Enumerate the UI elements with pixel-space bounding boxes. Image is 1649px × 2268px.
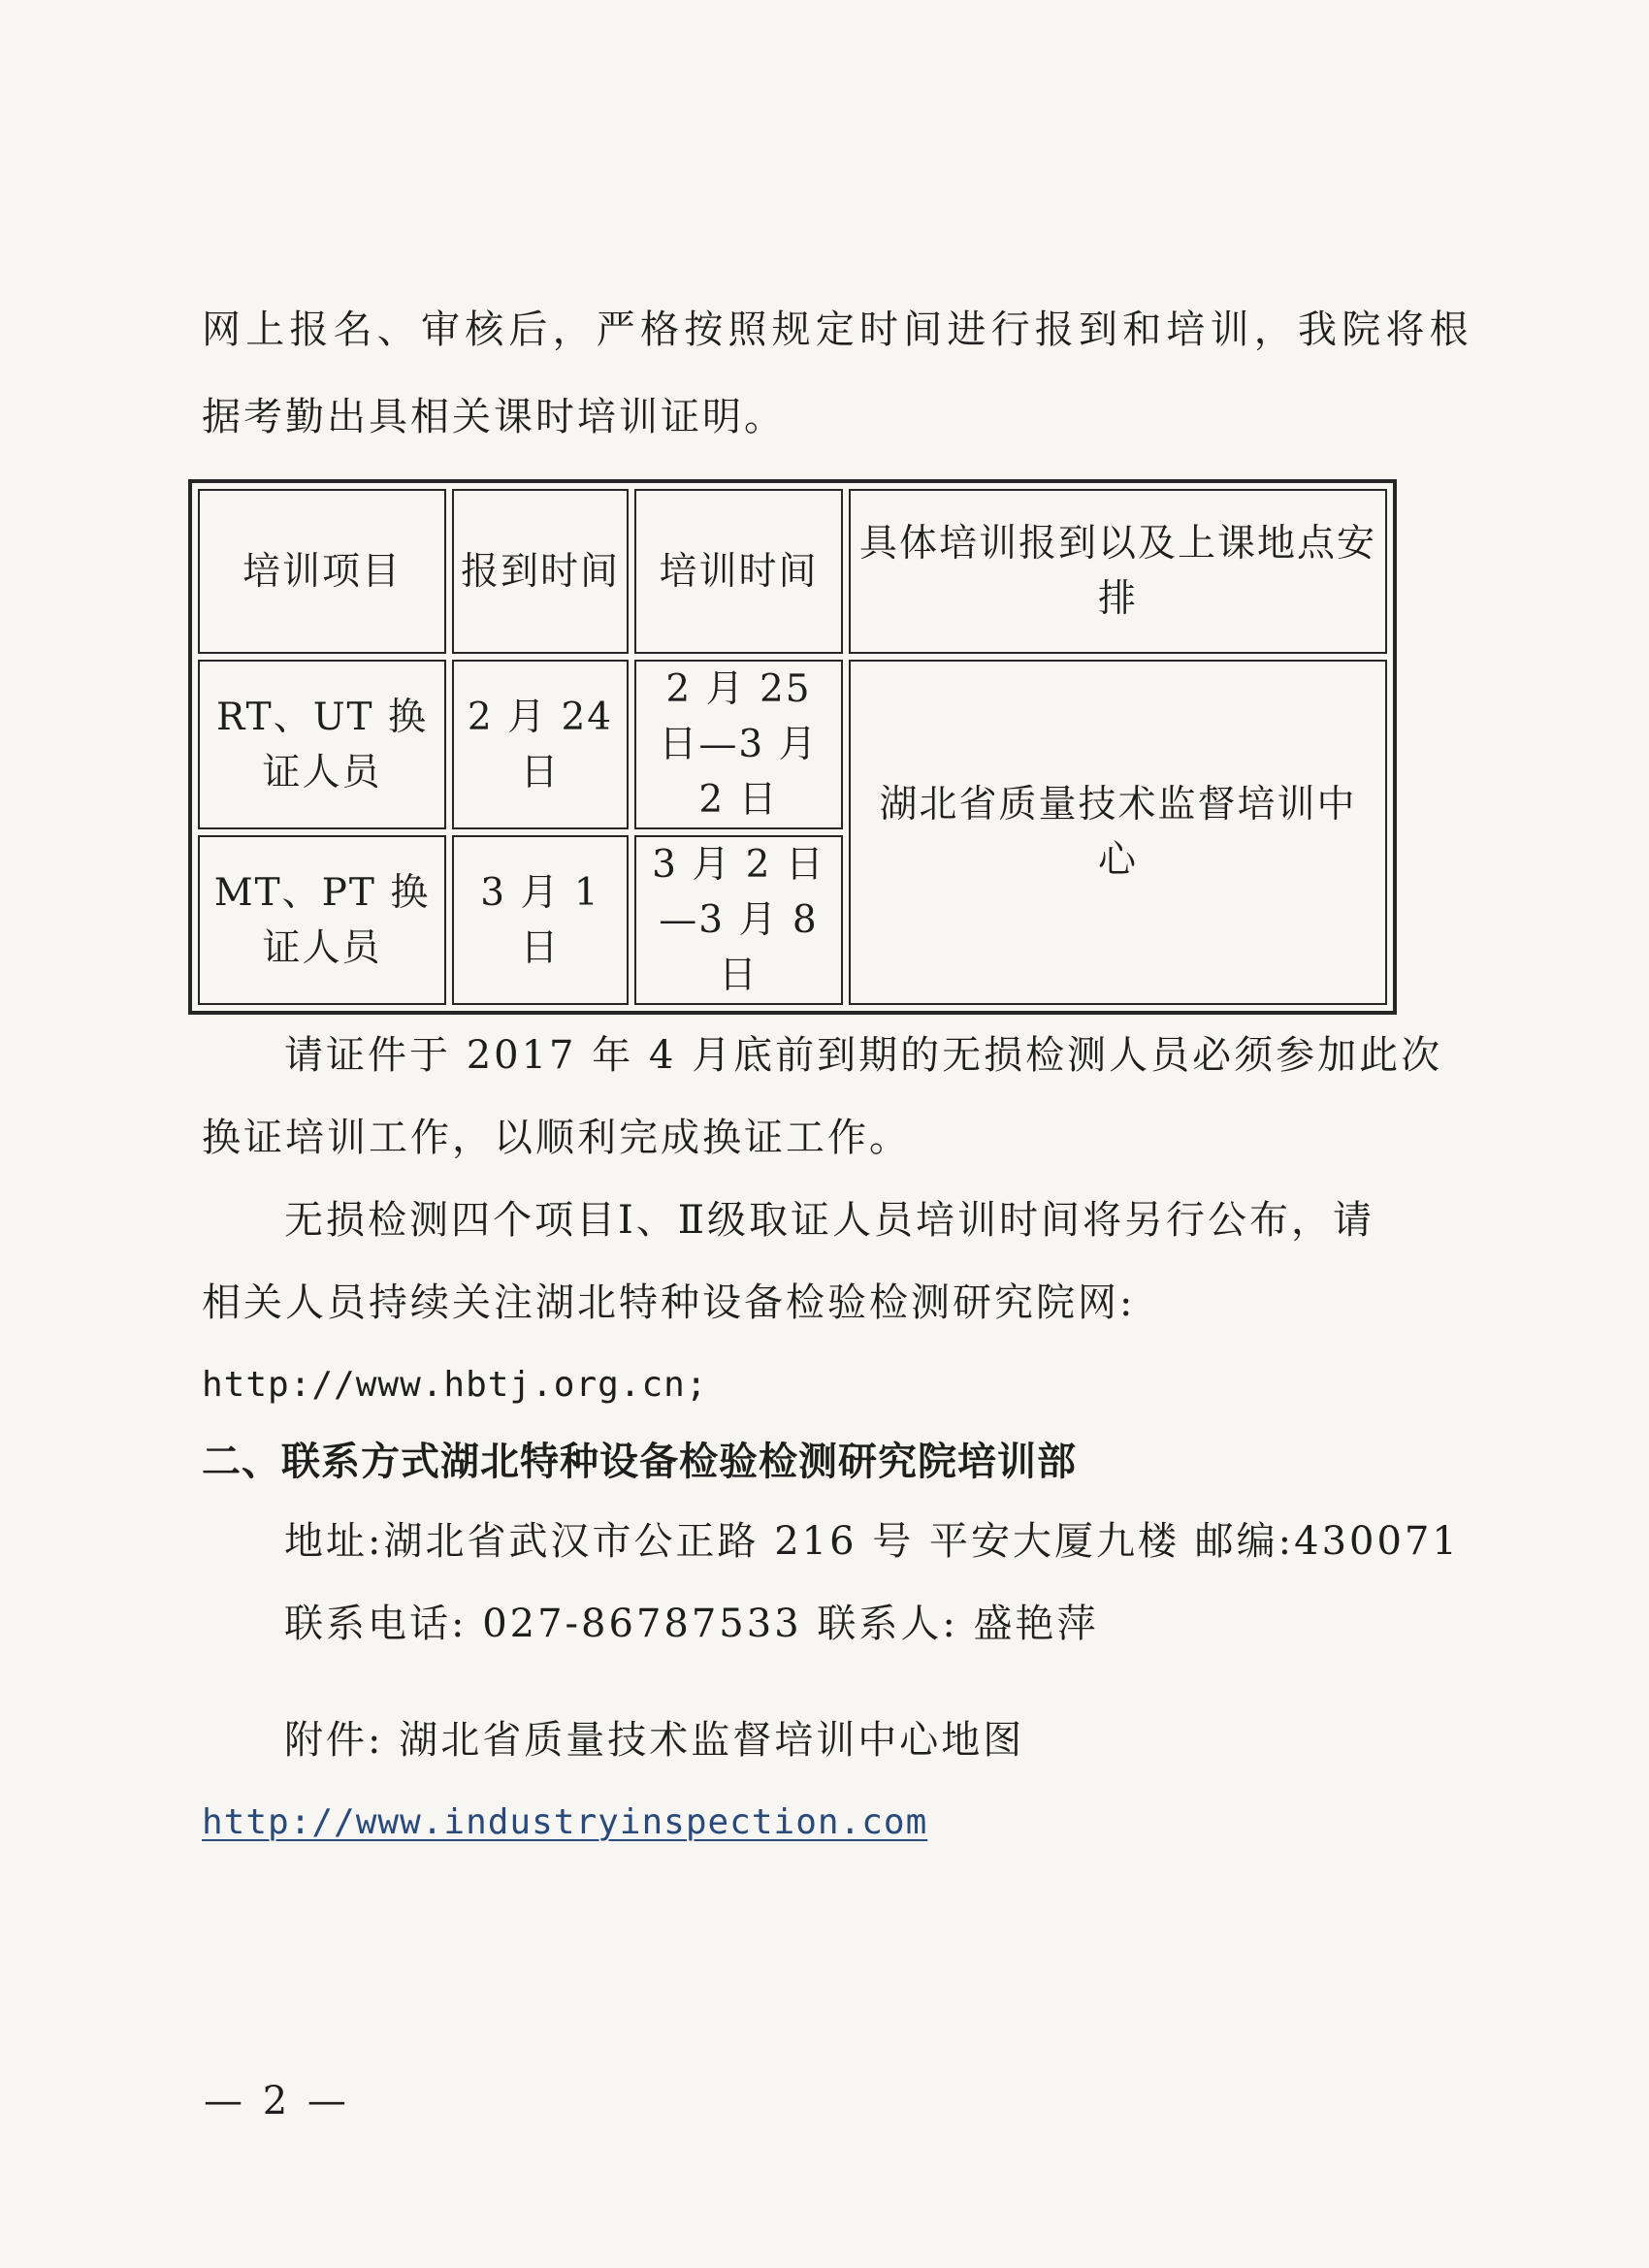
row-2-training: 3 月 2 日—3 月 8 日 [634,835,843,1005]
intro-line-1: 网上报名、审核后，严格按照规定时间进行报到和培训，我院将根 [202,308,1473,352]
announce-line-1: 无损检测四个项目Ⅰ、Ⅱ级取证人员培训时间将另行公布，请 [284,1198,1374,1243]
header-training-time: 培训时间 [634,489,843,654]
training-schedule-table [188,479,1397,1015]
contact-heading: 二、联系方式湖北特种设备检验检测研究院培训部 [202,1440,1077,1484]
header-location: 具体培训报到以及上课地点安排 [849,489,1387,654]
contact-phone: 联系电话: 027-86787533 联系人: 盛艳萍 [284,1602,1099,1646]
header-checkin-time: 报到时间 [452,489,629,654]
row-1-training: 2 月 25 日—3 月 2 日 [634,660,843,829]
row-1-item: RT、UT 换证人员 [198,660,446,829]
row-1-checkin: 2 月 24 日 [452,660,629,829]
row-2-checkin: 3 月 1 日 [452,835,629,1005]
header-training-item: 培训项目 [198,489,446,654]
notice-line-1: 请证件于 2017 年 4 月底前到期的无损检测人员必须参加此次 [284,1033,1443,1078]
website-url: http://www.hbtj.org.cn; [202,1365,708,1405]
contact-address: 地址:湖北省武汉市公正路 216 号 平安大厦九楼 邮编:430071 [284,1519,1460,1564]
announce-line-2: 相关人员持续关注湖北特种设备检验检测研究院网: [202,1280,1136,1325]
table-header-row [198,489,1387,654]
table-row [198,660,1387,829]
notice-line-2: 换证培训工作，以顺利完成换证工作。 [202,1116,911,1160]
attachment-line: 附件: 湖北省质量技术监督培训中心地图 [284,1718,1025,1763]
page-number: — 2 — [204,2079,350,2123]
location-cell: 湖北省质量技术监督培训中心 [849,660,1387,1005]
row-2-item: MT、PT 换证人员 [198,835,446,1005]
intro-line-2: 据考勤出具相关课时培训证明。 [202,395,786,439]
attachment-link[interactable]: http://www.industryinspection.com [202,1802,928,1842]
